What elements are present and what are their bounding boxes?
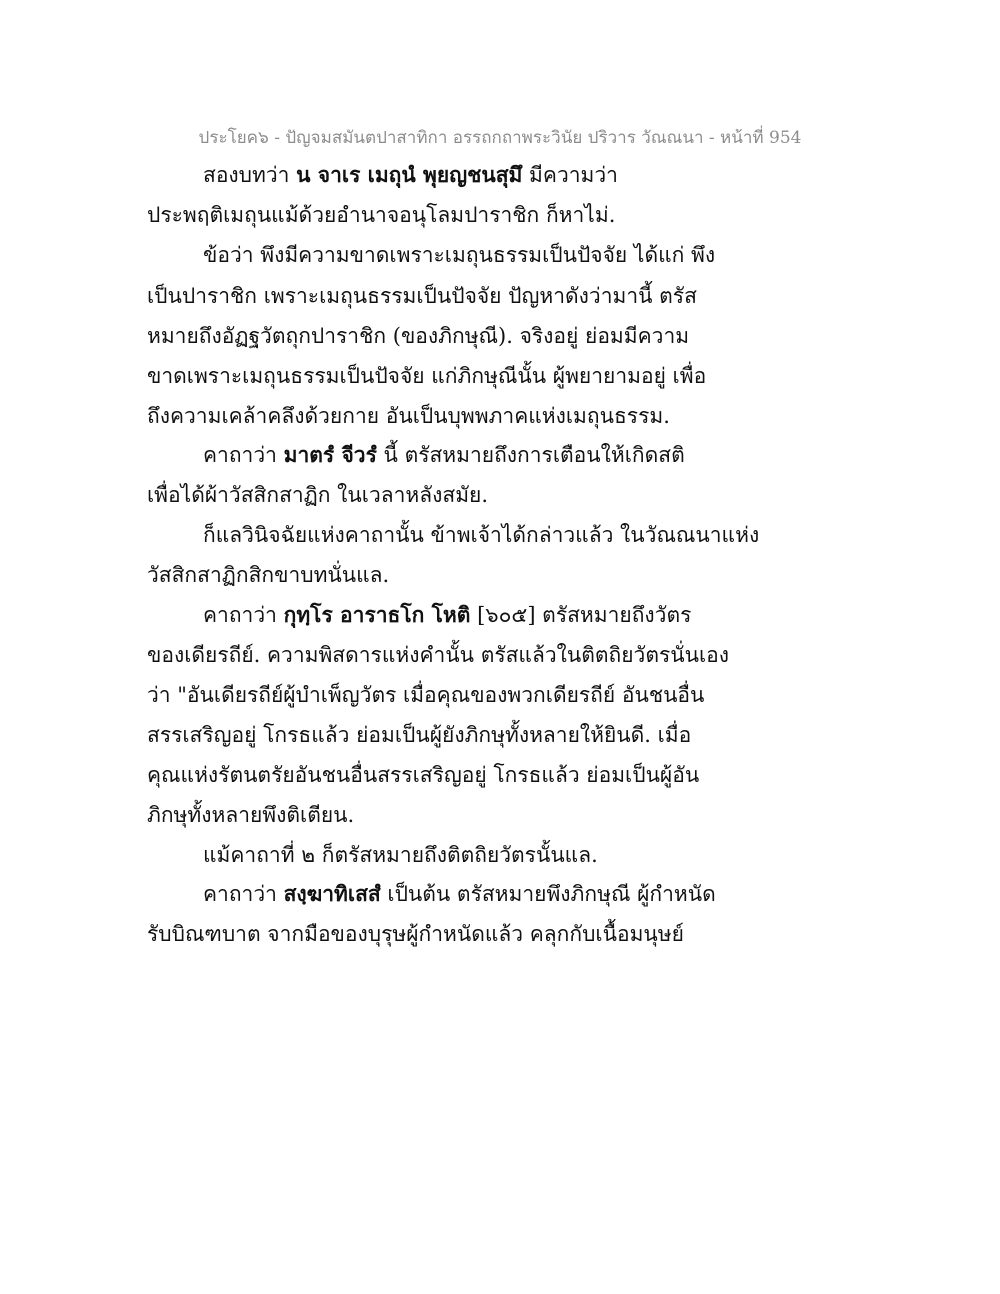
body-line	[147, 680, 704, 710]
line-text: ของเดียรถีย์. ความพิสดารแห่งคำนั้น ตรัสแล้วในติตถิยวัตรนั่นเอง	[147, 643, 729, 667]
body-line	[147, 361, 706, 391]
body-line	[147, 281, 697, 311]
pali-term: มาตรํ จีวรํ	[283, 442, 377, 467]
line-text: ข้อว่า พึงมีความขาดเพราะเมถุนธรรมเป็นปัจจัย ได้แก่ พึง	[203, 243, 716, 267]
line-text: ประพฤติเมถุนแม้ด้วยอำนาจอนุโลมปาราชิก ก็หาไม่.	[147, 203, 616, 227]
line-text: รับบิณฑบาต จากมือของบุรุษผู้กำหนัดแล้ว คลุกกับเนื้อมนุษย์	[147, 922, 684, 946]
line-text: ภิกษุทั้งหลายพึงติเตียน.	[147, 803, 355, 827]
pali-term: กุทฺโร อาราธโก โหติ	[283, 602, 471, 627]
body-line	[203, 160, 618, 190]
body-line	[147, 200, 615, 230]
page-header: ประโยค๖ - ปัญจมสมันตปาสาทิกา อรรถกถาพระวินัย ปริวาร วัณณนา - หน้าที่ 954	[198, 128, 802, 148]
line-text: เพื่อได้ผ้าวัสสิกสาฏิก ในเวลาหลังสมัย.	[147, 483, 489, 507]
line-text: สองบทว่า	[203, 163, 297, 187]
body-line	[147, 720, 691, 750]
line-text: แม้คาถาที่ ๒ ก็ตรัสหมายถึงติตถิยวัตรนั้นแล.	[203, 843, 598, 867]
line-text: มีความว่า	[522, 163, 618, 187]
body-line	[147, 800, 354, 830]
line-text: ถึงความเคล้าคลึงด้วยกาย อันเป็นบุพพภาคแห่งเมถุนธรรม.	[147, 404, 670, 428]
body-line	[147, 401, 670, 431]
body-line	[203, 840, 598, 870]
pali-term: น จาเร เมถุนํ พุยญชนสุมึ	[296, 162, 523, 187]
body-line	[147, 560, 389, 590]
line-text: หมายถึงอัฏฐวัตถุกปาราชิก (ของภิกษุณี). จริงอยู่ ย่อมมีความ	[147, 324, 690, 348]
line-text: คาถาว่า	[203, 882, 284, 906]
line-text: วัสสิกสาฏิกสิกขาบทนั่นแล.	[147, 563, 390, 587]
line-text: คาถาว่า	[203, 443, 284, 467]
line-text: สรรเสริญอยู่ โกรธแล้ว ย่อมเป็นผู้ยังภิกษุทั้งหลายให้ยินดี. เมื่อ	[147, 723, 692, 747]
body-line	[203, 520, 759, 550]
line-text: เป็นต้น ตรัสหมายพึงภิกษุณี ผู้กำหนัด	[380, 882, 716, 906]
line-text: นี้ ตรัสหมายถึงการเตือนให้เกิดสติ	[376, 443, 685, 467]
body-line	[203, 879, 716, 909]
line-text: เป็นปาราชิก เพราะเมถุนธรรมเป็นปัจจัย ปัญหาดังว่ามานี้ ตรัส	[147, 284, 697, 308]
body-line	[203, 240, 715, 270]
body-line	[147, 321, 689, 351]
line-text: คุณแห่งรัตนตรัยอันชนอื่นสรรเสริญอยู่ โกรธแล้ว ย่อมเป็นผู้อัน	[147, 763, 700, 787]
line-text: ขาดเพราะเมถุนธรรมเป็นปัจจัย แก่ภิกษุณีนั้น ผู้พยายามอยู่ เพื่อ	[147, 364, 707, 388]
pali-term: สงฺฆาทิเสสํ	[283, 881, 381, 906]
body-line	[147, 480, 488, 510]
body-line	[147, 760, 699, 790]
body-line	[203, 600, 691, 630]
line-text: ว่า "อันเดียรถีย์ผู้บำเพ็ญวัตร เมื่อคุณของพวกเดียรถีย์ อันชนอื่น	[147, 683, 705, 707]
body-line	[147, 919, 684, 949]
body-line	[147, 640, 729, 670]
line-text: [๖๐๕] ตรัสหมายถึงวัตร	[470, 603, 692, 627]
line-text: ก็แลวินิจฉัยแห่งคาถานั้น ข้าพเจ้าได้กล่าวแล้ว ในวัณณนาแห่ง	[203, 523, 760, 547]
body-line	[203, 440, 685, 470]
line-text: คาถาว่า	[203, 603, 284, 627]
